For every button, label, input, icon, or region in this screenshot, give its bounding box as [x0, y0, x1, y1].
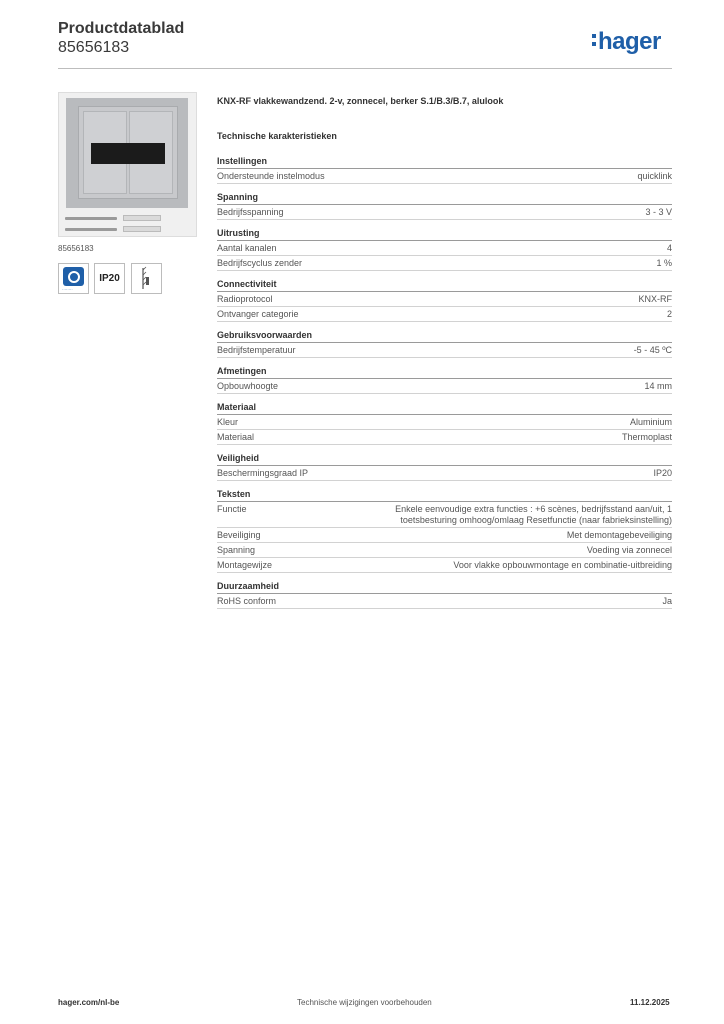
spec-label: Radioprotocol: [217, 294, 273, 304]
spec-label: Bedrijfstemperatuur: [217, 345, 296, 355]
quality-q-icon: ········: [58, 263, 89, 294]
spec-row: [217, 205, 672, 220]
section-title: Veiligheid: [217, 453, 672, 466]
spec-section: [217, 192, 672, 220]
spec-row: [217, 594, 672, 609]
hager-logo: [592, 28, 661, 56]
surface-mount-icon: [131, 263, 162, 294]
spec-row: [217, 307, 672, 322]
spec-label: Opbouwhoogte: [217, 381, 279, 391]
spec-label: Beschermingsgraad IP: [217, 468, 309, 478]
spec-value: 3 - 3 V: [645, 207, 672, 217]
spec-label: Montagewijze: [217, 560, 273, 570]
section-title: Afmetingen: [217, 366, 672, 379]
product-description: KNX-RF vlakkewandzend. 2-v, zonnecel, berker S.1/B.3/B.7, alulook: [217, 96, 504, 106]
spec-label: Kleur: [217, 417, 239, 427]
spec-section: [217, 489, 672, 573]
switch-plate: [78, 106, 178, 199]
spec-section: [217, 279, 672, 322]
product-number: 85656183: [58, 39, 130, 56]
spec-label: Spanning: [217, 545, 256, 555]
spec-section: [217, 453, 672, 481]
spec-row: [217, 292, 672, 307]
spec-row: [217, 415, 672, 430]
spec-value: Aluminium: [629, 417, 672, 427]
spec-label: Bedrijfsspanning: [217, 207, 284, 217]
screw-icon: [65, 217, 117, 220]
logo-dots-icon: [592, 32, 596, 49]
spec-label: Beveiliging: [217, 530, 261, 540]
section-title: Instellingen: [217, 156, 672, 169]
solar-cell: [91, 143, 165, 164]
section-title: Duurzaamheid: [217, 581, 672, 594]
spec-row: [217, 256, 672, 271]
ip-rating-badge: IP20: [94, 263, 125, 294]
section-title: Gebruiksvoorwaarden: [217, 330, 672, 343]
spec-row: [217, 558, 672, 573]
spec-value: quicklink: [637, 171, 672, 181]
spec-row: [217, 241, 672, 256]
product-code: 85656183: [58, 244, 94, 253]
section-title: Spanning: [217, 192, 672, 205]
spec-value: 4: [666, 243, 672, 253]
spec-row: [217, 466, 672, 481]
spec-row: [217, 430, 672, 445]
spec-row: [217, 543, 672, 558]
spec-value: IP20: [653, 468, 672, 478]
spec-section: [217, 156, 672, 184]
spec-row: [217, 528, 672, 543]
footer-notice: Technische wijzigingen voorbehouden: [297, 998, 432, 1007]
spec-label: Bedrijfscyclus zender: [217, 258, 303, 268]
spec-section: [217, 581, 672, 609]
spec-value: Enkele eenvoudige extra functies : +6 scènes, bedrijfsstand aan/uit, 1 toetsbesturing omhoog/omlaag Resetfunctie (naar fabrieksinstelling): [395, 504, 672, 525]
spec-value: Voeding via zonnecel: [586, 545, 672, 555]
spec-label: Ontvanger categorie: [217, 309, 299, 319]
spec-row: [217, 343, 672, 358]
spec-section: [217, 228, 672, 271]
spec-label: Materiaal: [217, 432, 255, 442]
spec-value: Voor vlakke opbouwmontage en combinatie-uitbreiding: [453, 560, 672, 570]
screw-icon: [65, 228, 117, 231]
spec-value: Thermoplast: [621, 432, 672, 442]
spec-label: Functie: [217, 504, 247, 514]
spec-sections: [217, 156, 672, 617]
spec-section: [217, 330, 672, 358]
header-divider: [58, 68, 672, 69]
wall-plug-icon: [123, 215, 161, 221]
tech-title: Technische karakteristieken: [217, 131, 337, 141]
spec-label: RoHS conform: [217, 596, 277, 606]
spec-section: [217, 402, 672, 445]
spec-section: [217, 366, 672, 394]
spec-label: Ondersteunde instelmodus: [217, 171, 325, 181]
section-title: Connectiviteit: [217, 279, 672, 292]
spec-label: Aantal kanalen: [217, 243, 277, 253]
section-title: Materiaal: [217, 402, 672, 415]
spec-row: [217, 379, 672, 394]
wall-plug-icon: [123, 226, 161, 232]
spec-value: Ja: [662, 596, 672, 606]
spec-value: 1 %: [656, 258, 672, 268]
logo-text: hager: [598, 28, 661, 55]
page-title: Productdatablad: [58, 20, 185, 37]
spec-value: 2: [666, 309, 672, 319]
spec-value: 14 mm: [644, 381, 672, 391]
spec-value: Met demontagebeveiliging: [566, 530, 672, 540]
section-title: Teksten: [217, 489, 672, 502]
section-title: Uitrusting: [217, 228, 672, 241]
spec-value: -5 - 45 ºC: [633, 345, 672, 355]
footer-website[interactable]: hager.com/nl-be: [58, 998, 120, 1007]
spec-value: KNX-RF: [638, 294, 672, 304]
spec-row: [217, 169, 672, 184]
product-image: [58, 92, 197, 237]
footer-date: 11.12.2025: [630, 998, 670, 1007]
spec-row: [217, 502, 672, 528]
switch-frame: [66, 98, 188, 208]
